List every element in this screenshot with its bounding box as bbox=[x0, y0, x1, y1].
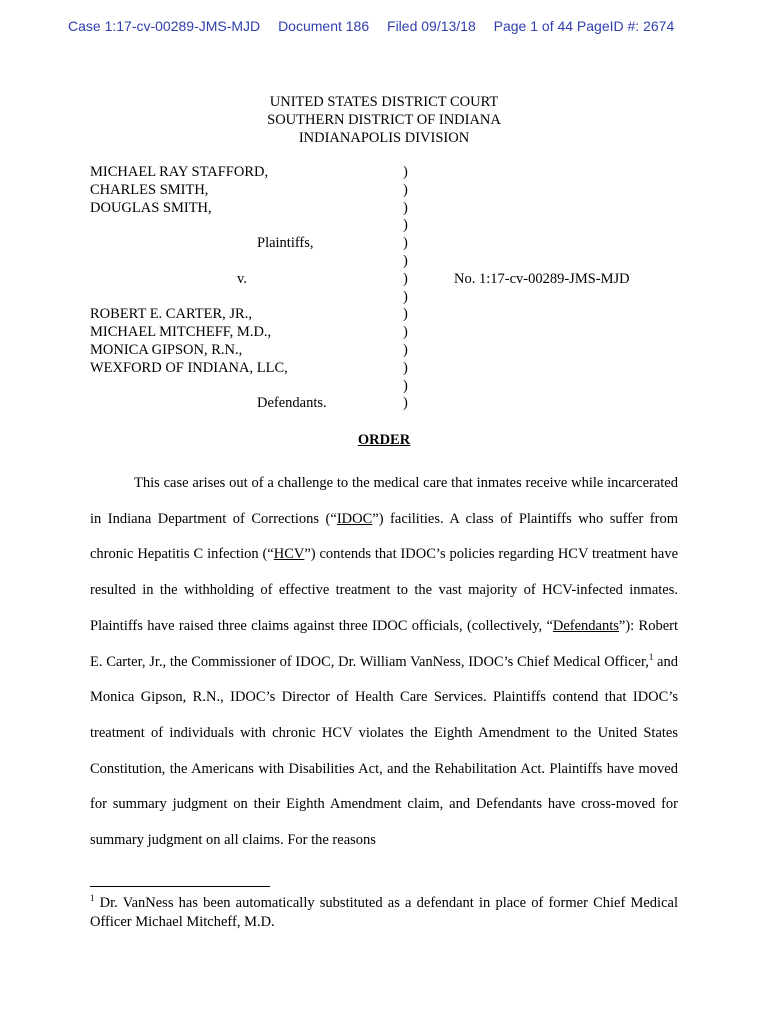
plaintiffs-label: Plaintiffs, bbox=[257, 235, 314, 252]
footnote bbox=[90, 894, 678, 932]
footnote-divider bbox=[90, 886, 270, 887]
defined-term: IDOC bbox=[336, 510, 373, 527]
court-heading bbox=[0, 93, 768, 147]
defendant-name: ROBERT E. CARTER, JR., bbox=[90, 306, 252, 323]
document-number: Document 186 bbox=[278, 18, 370, 34]
court-district: SOUTHERN DISTRICT OF INDIANA bbox=[267, 112, 501, 128]
page-info: Page 1 of 44 PageID #: 2674 bbox=[493, 18, 675, 34]
case-caption: MICHAEL RAY STAFFORD, ) CHARLES SMITH, ) DOUGLAS SMITH, ) ) Plaintiffs, ) ) v. ) No. 1:17-cv-00289-JMS-MJD ) ROBERT E. CARTER, JR., ) MICHAEL MITCHEFF, M.D., ) MONICA GIPSON, R.N., ) WEXFORD OF INDIANA, LLC, ) ) Defendants. ) bbox=[90, 164, 630, 412]
footnote-number: 1 bbox=[90, 893, 95, 904]
footnote-reference: 1 bbox=[648, 651, 654, 662]
defined-term: Defendants bbox=[552, 617, 619, 634]
defendant-name: MICHAEL MITCHEFF, M.D., bbox=[90, 324, 272, 341]
versus: v. bbox=[237, 270, 247, 287]
plaintiff-name: CHARLES SMITH, bbox=[90, 181, 209, 198]
order-body bbox=[90, 466, 678, 859]
plaintiff-name: DOUGLAS SMITH, bbox=[90, 199, 212, 216]
defendants-label: Defendants. bbox=[257, 395, 327, 412]
docket-number: No. 1:17-cv-00289-JMS-MJD bbox=[454, 270, 630, 287]
court-division: INDIANAPOLIS DIVISION bbox=[298, 130, 470, 146]
defendant-name: WEXFORD OF INDIANA, LLC, bbox=[90, 359, 288, 376]
filing-header bbox=[68, 18, 748, 34]
footnote-text: Dr. VanNess has been automatically substituted as a defendant in place of former Chief Medical Officer Michael Mitcheff, M.D. bbox=[90, 895, 678, 930]
court-name: UNITED STATES DISTRICT COURT bbox=[269, 94, 499, 110]
defined-term: HCV bbox=[273, 546, 305, 563]
order-title: ORDER bbox=[357, 432, 411, 448]
filed-date: Filed 09/13/18 bbox=[387, 18, 476, 34]
paragraph: This case arises out of a challenge to the medical care that inmates receive while incarcerated in Indiana Department of Corrections (“IDOC”) facilities. A class of Plaintiffs who suffer from chronic Hepatitis C infection (“HCV”) contends that IDOC’s policies regarding HCV treatment have resulted in the withholding of effective treatment to the vast majority of HCV-infected inmates. Plaintiffs have raised three claims against three IDOC officials, (collectively, “Defendants”): Robert E. Carter, Jr., the Commissioner of IDOC, Dr. William VanNess, IDOC’s Chief Medical Officer,$^1$ and Monica Gipson, R.N., IDOC’s Director of Health Care Services. Plaintiffs contend that IDOC’s treatment of individuals with chronic HCV violates the Eighth Amendment to the United States Constitution, the Americans with Disabilities Act, and the Rehabilitation Act. Plaintiffs have moved for summary judgment on their Eighth Amendment claim, and Defendants have cross-moved for summary judgment on all claims. For the reasons bbox=[90, 475, 679, 849]
case-number: Case 1:17-cv-00289-JMS-MJD bbox=[68, 18, 261, 34]
plaintiff-name: MICHAEL RAY STAFFORD, bbox=[90, 164, 269, 180]
defendant-name: MONICA GIPSON, R.N., bbox=[90, 341, 243, 358]
